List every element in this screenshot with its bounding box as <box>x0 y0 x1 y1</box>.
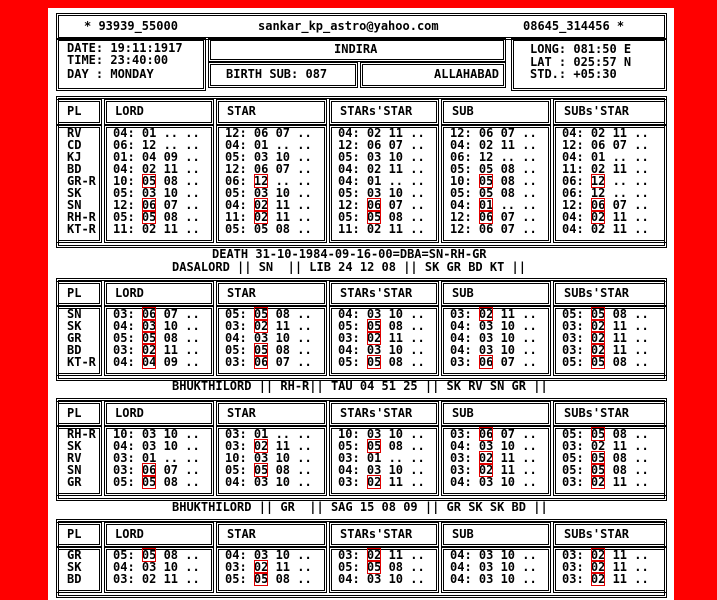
highlighted-value: 02 <box>253 198 269 212</box>
highlighted-value: 05 <box>366 439 382 453</box>
table-cell: BD <box>67 162 82 176</box>
highlighted-value: 02 <box>366 548 382 562</box>
table-cell: 12: 06 07 .. <box>450 222 537 236</box>
column-header: PL <box>67 527 82 541</box>
table-cell: 03: 06 07 .. <box>113 463 200 477</box>
column-header: PL <box>67 104 82 118</box>
table-cell: SK <box>67 439 82 453</box>
table-cell: 12: 06 07 .. <box>562 198 649 212</box>
table-cell: 03: 02 11 .. <box>338 475 425 489</box>
table-cell: SK <box>67 319 82 333</box>
table-cell: 05: 03 10 .. <box>225 150 312 164</box>
column-header: STAR <box>227 286 256 300</box>
table-cell: 04: 03 10 .. <box>113 560 200 574</box>
table-cell: 03: 06 07 .. <box>450 427 537 441</box>
table-cell: 12: 06 07 .. <box>225 126 312 140</box>
table-cell: 10: 03 10 .. <box>225 451 312 465</box>
table-cell: 05: 05 08 .. <box>225 222 312 236</box>
highlighted-value: 02 <box>366 475 382 489</box>
highlighted-value: 03 <box>141 319 157 333</box>
highlighted-value: 05 <box>141 548 157 562</box>
table-cell: 04: 03 10 .. <box>225 548 312 562</box>
highlighted-value: 02 <box>590 331 606 345</box>
table-cell: 05: 05 08 .. <box>113 475 200 489</box>
table-cell: 03: 02 11 .. <box>562 439 649 453</box>
highlighted-value: 05 <box>366 319 382 333</box>
table-cell: 05: 05 08 .. <box>113 548 200 562</box>
table-cell: 04: 01 .. .. <box>113 126 200 140</box>
column-header: SUB <box>452 104 474 118</box>
table-cell: 04: 03 10 .. <box>450 475 537 489</box>
column-header: STARs'STAR <box>340 286 413 300</box>
birth-day: DAY : MONDAY <box>67 67 154 81</box>
table-cell: 10: 03 10 .. <box>113 427 200 441</box>
table-cell: 03: 01 .. .. <box>225 427 312 441</box>
table-cell: 04: 02 11 .. <box>338 162 425 176</box>
column-header: SUB <box>452 286 474 300</box>
table-cell: 06: 12 .. .. <box>450 150 537 164</box>
highlighted-value: 02 <box>590 548 606 562</box>
highlighted-value: 05 <box>366 355 382 369</box>
highlighted-value: 05 <box>253 343 269 357</box>
highlighted-value: 02 <box>590 475 606 489</box>
highlighted-value: 05 <box>141 210 157 224</box>
table-cell: RH-R <box>67 210 96 224</box>
highlighted-value: 06 <box>141 307 157 321</box>
table-cell: 05: 05 08 .. <box>338 560 425 574</box>
table-cell: 04: 03 10 .. <box>450 572 537 586</box>
table-cell: 05: 05 08 .. <box>450 162 537 176</box>
table-cell: BD <box>67 572 82 586</box>
highlighted-value: 01 <box>478 198 494 212</box>
table-cell: 04: 02 11 .. <box>562 210 649 224</box>
latitude: LAT : 025:57 N <box>530 55 632 69</box>
column-header: LORD <box>115 406 144 420</box>
table-cell: 03: 02 11 .. <box>562 560 649 574</box>
table-cell: KT-R <box>67 222 96 236</box>
table-cell: 03: 02 11 .. <box>338 548 425 562</box>
table-cell: 04: 03 10 .. <box>450 331 537 345</box>
table-cell: 12: 06 07 .. <box>338 138 425 152</box>
highlighted-value: 06 <box>590 198 606 212</box>
table-cell: 05: 03 10 .. <box>338 186 425 200</box>
highlighted-value: 06 <box>366 198 382 212</box>
highlighted-value: 05 <box>253 307 269 321</box>
table-cell: 05: 05 08 .. <box>338 319 425 333</box>
column-header: SUB <box>452 527 474 541</box>
table-cell: 03: 02 11 .. <box>562 548 649 562</box>
highlighted-value: 04 <box>141 355 157 369</box>
column-header: SUBs'STAR <box>564 286 630 300</box>
table-cell: 05: 05 08 .. <box>225 307 312 321</box>
table-cell: 04: 03 10 .. <box>450 343 537 357</box>
table-cell: SN <box>67 198 82 212</box>
table-cell: 04: 03 10 .. <box>113 439 200 453</box>
table-cell: 03: 02 11 .. <box>338 331 425 345</box>
table-cell: 03: 02 11 .. <box>225 439 312 453</box>
table-cell: RH-R <box>67 427 96 441</box>
longitude: LONG: 081:50 E <box>530 42 632 56</box>
table-cell: 03: 02 11 .. <box>562 319 649 333</box>
death-line: DEATH 31-10-1984-09-16-00=DBA=SN-RH-GR <box>212 247 487 261</box>
table-cell: 05: 05 08 .. <box>113 331 200 345</box>
highlighted-value: 02 <box>366 331 382 345</box>
table-cell: 04: 03 10 .. <box>450 439 537 453</box>
highlighted-value: 05 <box>478 174 494 188</box>
column-header: STARs'STAR <box>340 527 413 541</box>
highlighted-value: 06 <box>478 427 494 441</box>
highlighted-value: 05 <box>141 174 157 188</box>
column-header: STARs'STAR <box>340 406 413 420</box>
table-cell: 04: 03 10 .. <box>338 572 425 586</box>
highlighted-value: 02 <box>478 307 494 321</box>
birth-date: DATE: 19:11:1917 <box>67 41 183 55</box>
highlighted-value: 06 <box>253 355 269 369</box>
column-header: SUBs'STAR <box>564 104 630 118</box>
column-header: SUB <box>452 406 474 420</box>
highlighted-value: 02 <box>590 343 606 357</box>
birth-place: ALLAHABAD <box>434 67 500 81</box>
table-cell: 05: 05 08 .. <box>225 343 312 357</box>
highlighted-value: 05 <box>590 451 606 465</box>
table-cell: 05: 03 10 .. <box>225 186 312 200</box>
table-cell: 05: 05 08 .. <box>562 307 649 321</box>
table-cell: 03: 02 11 .. <box>562 475 649 489</box>
highlighted-value: 02 <box>253 210 269 224</box>
table-cell: 05: 03 10 .. <box>113 186 200 200</box>
highlighted-value: 02 <box>590 572 606 586</box>
table-cell: 05: 05 08 .. <box>450 186 537 200</box>
table-cell: 04: 01 .. .. <box>450 198 537 212</box>
table-cell: CD <box>67 138 82 152</box>
table-cell: 06: 12 .. .. <box>225 174 312 188</box>
phone-number-1: * 93939_55000 <box>84 19 178 33</box>
table-cell: 04: 02 11 .. <box>338 126 425 140</box>
table-cell: 12: 06 07 .. <box>113 198 200 212</box>
table-cell: 03: 02 11 .. <box>225 319 312 333</box>
table-cell: 03: 01 .. .. <box>338 451 425 465</box>
table-cell: 04: 02 11 .. <box>113 162 200 176</box>
table-cell: 03: 06 07 .. <box>450 355 537 369</box>
highlighted-value: 06 <box>141 463 157 477</box>
table-cell: 11: 02 11 .. <box>562 162 649 176</box>
table-cell: 04: 03 10 .. <box>450 319 537 333</box>
column-header: STAR <box>227 406 256 420</box>
table-cell: 04: 02 11 .. <box>450 138 537 152</box>
table-cell: 06: 12 .. .. <box>562 186 649 200</box>
highlighted-value: 05 <box>366 560 382 574</box>
table-cell: 04: 04 09 .. <box>113 355 200 369</box>
table-cell: 11: 02 11 .. <box>113 222 200 236</box>
highlighted-value: 02 <box>478 463 494 477</box>
table-cell: 12: 06 07 .. <box>225 162 312 176</box>
column-header: PL <box>67 406 82 420</box>
highlighted-value: 05 <box>590 427 606 441</box>
period-title-3: BHUKTHILORD || GR || SAG 15 08 09 || GR SK SK BD || <box>172 500 548 514</box>
highlighted-value: 12 <box>590 174 606 188</box>
table-cell: SN <box>67 307 82 321</box>
birth-time: TIME: 23:40:00 <box>67 53 169 67</box>
table-cell: 06: 12 .. .. <box>562 174 649 188</box>
period-title-1: DASALORD || SN || LIB 24 12 08 || SK GR BD KT || <box>172 260 527 274</box>
table-cell: KT-R <box>67 355 96 369</box>
table-cell: 04: 03 10 .. <box>450 560 537 574</box>
birth-sub: BIRTH SUB: 087 <box>226 67 328 81</box>
table-cell: 04: 03 10 .. <box>450 548 537 562</box>
table-cell: 05: 05 08 .. <box>338 210 425 224</box>
table-cell: 04: 03 10 .. <box>338 343 425 357</box>
highlighted-value: 02 <box>590 560 606 574</box>
table-cell: 04: 03 10 .. <box>225 331 312 345</box>
table-cell: 06: 12 .. .. <box>113 138 200 152</box>
table-cell: 04: 01 .. .. <box>338 174 425 188</box>
column-header: STARs'STAR <box>340 104 413 118</box>
table-cell: GR-R <box>67 174 96 188</box>
table-cell: 03: 02 11 .. <box>562 572 649 586</box>
table-cell: GR <box>67 331 82 345</box>
highlighted-value: 02 <box>590 319 606 333</box>
table-cell: 04: 01 .. .. <box>562 150 649 164</box>
period-title-2: BHUKTHILORD || RH-R|| TAU 04 51 25 || SK RV SN GR || <box>172 379 548 393</box>
highlighted-value: 05 <box>253 463 269 477</box>
table-cell: 05: 05 08 .. <box>338 439 425 453</box>
table-cell: 05: 05 08 .. <box>225 572 312 586</box>
highlighted-value: 05 <box>253 572 269 586</box>
table-cell: 04: 03 10 .. <box>338 307 425 321</box>
table-cell: 05: 03 10 .. <box>338 150 425 164</box>
table-cell: 04: 03 10 .. <box>113 319 200 333</box>
phone-number-2: 08645_314456 * <box>523 19 625 33</box>
table-cell: 05: 05 08 .. <box>562 463 649 477</box>
std-offset: STD.: +05:30 <box>530 67 617 81</box>
table-cell: 03: 02 11 .. <box>450 307 537 321</box>
table-cell: 01: 04 09 .. <box>113 150 200 164</box>
column-header: STAR <box>227 527 256 541</box>
table-cell: 05: 05 08 .. <box>562 451 649 465</box>
kp-chart-sheet <box>48 8 674 600</box>
table-cell: 03: 02 11 .. <box>562 343 649 357</box>
highlighted-value: 12 <box>253 174 269 188</box>
highlighted-value: 05 <box>590 355 606 369</box>
highlighted-value: 02 <box>253 319 269 333</box>
table-cell: SN <box>67 463 82 477</box>
table-cell: 03: 01 .. .. <box>113 451 200 465</box>
table-cell: 12: 06 07 .. <box>562 138 649 152</box>
highlighted-value: 06 <box>478 210 494 224</box>
table-cell: SK <box>67 560 82 574</box>
native-name: INDIRA <box>334 42 378 56</box>
highlighted-value: 02 <box>590 210 606 224</box>
highlighted-value: 05 <box>590 307 606 321</box>
table-cell: GR <box>67 475 82 489</box>
highlighted-value: 05 <box>141 331 157 345</box>
table-cell: 04: 02 11 .. <box>225 198 312 212</box>
table-cell: 05: 05 08 .. <box>338 355 425 369</box>
table-cell: GR <box>67 548 82 562</box>
highlighted-value: 05 <box>141 475 157 489</box>
table-cell: 10: 03 10 .. <box>338 427 425 441</box>
table-cell: KJ <box>67 150 82 164</box>
column-header: PL <box>67 286 82 300</box>
table-cell: 05: 05 08 .. <box>562 427 649 441</box>
table-cell: 04: 03 10 .. <box>338 463 425 477</box>
table-cell: 12: 06 07 .. <box>338 198 425 212</box>
table-cell: 04: 02 11 .. <box>562 222 649 236</box>
column-header: LORD <box>115 527 144 541</box>
table-cell: 11: 02 11 .. <box>338 222 425 236</box>
table-cell: 03: 02 11 .. <box>450 463 537 477</box>
table-cell: 12: 06 07 .. <box>450 210 537 224</box>
table-cell: 12: 06 07 .. <box>450 126 537 140</box>
highlighted-value: 02 <box>253 560 269 574</box>
highlighted-value: 02 <box>141 343 157 357</box>
table-cell: 05: 05 08 .. <box>225 463 312 477</box>
table-cell: 03: 02 11 .. <box>113 572 200 586</box>
highlighted-value: 02 <box>253 439 269 453</box>
highlighted-value: 06 <box>478 355 494 369</box>
table-cell: SK <box>67 186 82 200</box>
table-cell: 11: 02 11 .. <box>225 210 312 224</box>
column-header: SUBs'STAR <box>564 527 630 541</box>
table-cell: 04: 01 .. .. <box>225 138 312 152</box>
table-cell: RV <box>67 451 82 465</box>
table-cell: 04: 02 11 .. <box>562 126 649 140</box>
column-header: LORD <box>115 104 144 118</box>
table-cell: 04: 03 10 .. <box>225 475 312 489</box>
email-address: sankar_kp_astro@yahoo.com <box>258 19 439 33</box>
highlighted-value: 05 <box>366 210 382 224</box>
table-cell: 03: 02 11 .. <box>562 331 649 345</box>
table-cell: 03: 02 11 .. <box>113 343 200 357</box>
highlighted-value: 05 <box>590 463 606 477</box>
table-cell: 10: 05 08 .. <box>450 174 537 188</box>
table-cell: RV <box>67 126 82 140</box>
table-cell: 03: 06 07 .. <box>225 355 312 369</box>
table-cell: 03: 02 11 .. <box>450 451 537 465</box>
table-cell: BD <box>67 343 82 357</box>
column-header: SUBs'STAR <box>564 406 630 420</box>
table-cell: 05: 05 08 .. <box>562 355 649 369</box>
column-header: LORD <box>115 286 144 300</box>
highlighted-value: 02 <box>478 451 494 465</box>
highlighted-value: 06 <box>141 198 157 212</box>
table-cell: 03: 02 11 .. <box>225 560 312 574</box>
column-header: STAR <box>227 104 256 118</box>
table-cell: 10: 05 08 .. <box>113 174 200 188</box>
table-cell: 05: 05 08 .. <box>113 210 200 224</box>
table-cell: 03: 06 07 .. <box>113 307 200 321</box>
